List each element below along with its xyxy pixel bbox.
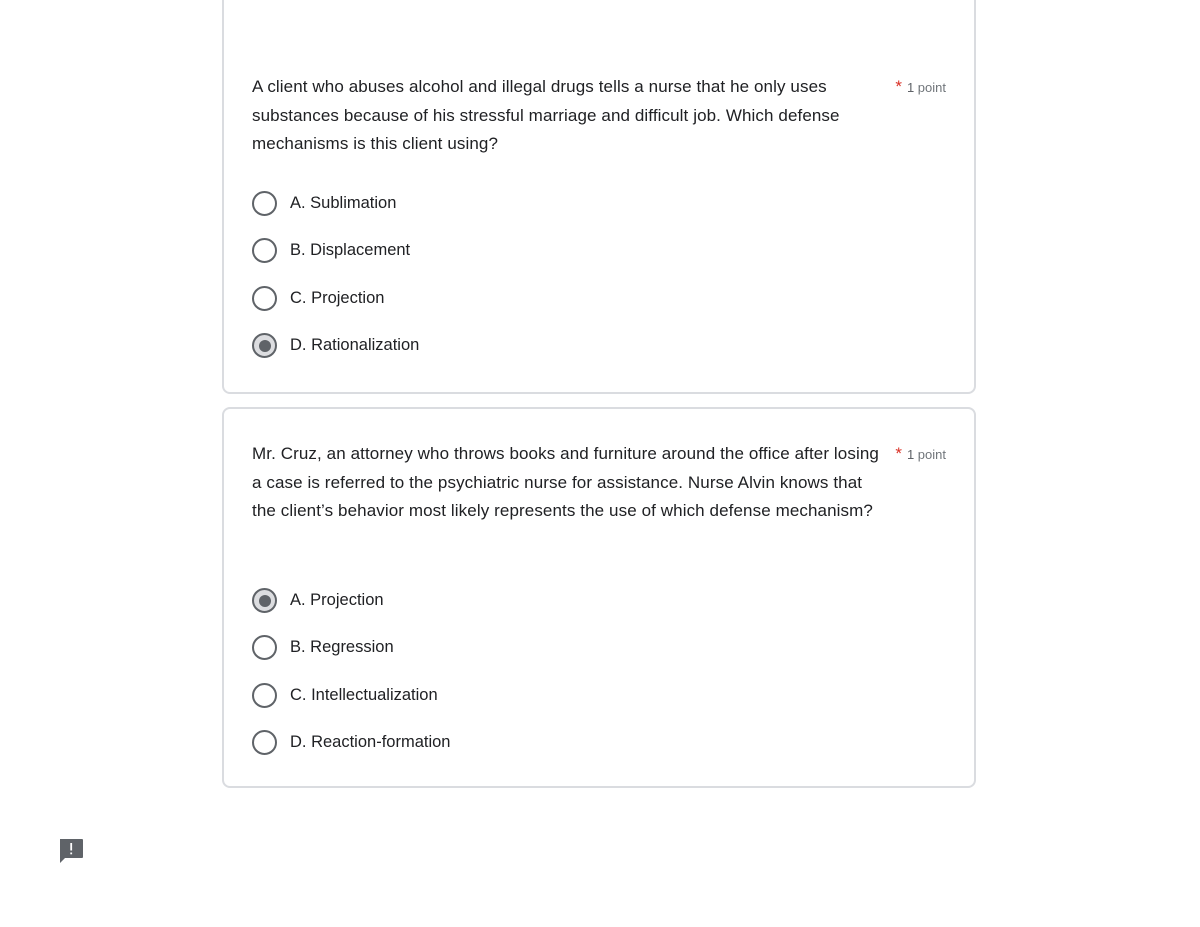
question-meta	[895, 440, 946, 469]
question-card-2	[222, 407, 976, 788]
question-header	[252, 73, 946, 159]
option-a[interactable]	[252, 577, 450, 624]
option-d[interactable]	[252, 322, 419, 369]
option-b[interactable]	[252, 227, 419, 274]
option-a[interactable]	[252, 180, 419, 227]
option-d[interactable]	[252, 719, 450, 766]
option-b[interactable]	[252, 624, 450, 671]
report-feedback-icon	[58, 838, 84, 864]
radio-dot	[259, 595, 271, 607]
radio-button[interactable]	[252, 333, 277, 358]
option-label: B. Displacement	[290, 241, 411, 260]
report-feedback-button[interactable]	[58, 838, 84, 864]
option-c[interactable]	[252, 275, 419, 322]
option-label: A. Projection	[290, 591, 384, 610]
radio-button[interactable]	[252, 286, 277, 311]
radio-button[interactable]	[252, 191, 277, 216]
radio-dot	[259, 340, 271, 352]
radio-button[interactable]	[252, 238, 277, 263]
required-asterisk: *	[895, 77, 902, 96]
points-unit: point	[917, 447, 946, 462]
points-number: 1	[906, 447, 915, 462]
radio-button[interactable]	[252, 635, 277, 660]
option-label: D. Reaction-formation	[290, 733, 451, 752]
option-label: D. Rationalization	[290, 336, 420, 355]
question-text: Mr. Cruz, an attorney who throws books and furniture around the office after losing a case is referred to the psychiatric nurse for assistance. Nurse Alvin knows that the client’s behavior most likely represents the use of which defense mechanism?	[252, 444, 879, 520]
answer-options	[252, 180, 419, 369]
points-unit: point	[917, 80, 946, 95]
question-card-1	[222, 0, 976, 394]
option-label: A. Sublimation	[290, 194, 397, 213]
required-asterisk: *	[895, 444, 902, 463]
option-label: C. Intellectualization	[290, 685, 438, 704]
option-label: C. Projection	[290, 288, 385, 307]
question-meta	[895, 73, 946, 102]
radio-button[interactable]	[252, 730, 277, 755]
points-number: 1	[906, 80, 915, 95]
question-header	[252, 440, 946, 526]
radio-button[interactable]	[252, 683, 277, 708]
radio-button[interactable]	[252, 588, 277, 613]
option-c[interactable]	[252, 672, 450, 719]
option-label: B. Regression	[290, 638, 394, 657]
question-text: A client who abuses alcohol and illegal drugs tells a nurse that he only uses substances because of his stressful marriage and difficult job. Which defense mechanisms is this client using?	[252, 77, 840, 153]
answer-options	[252, 577, 450, 766]
